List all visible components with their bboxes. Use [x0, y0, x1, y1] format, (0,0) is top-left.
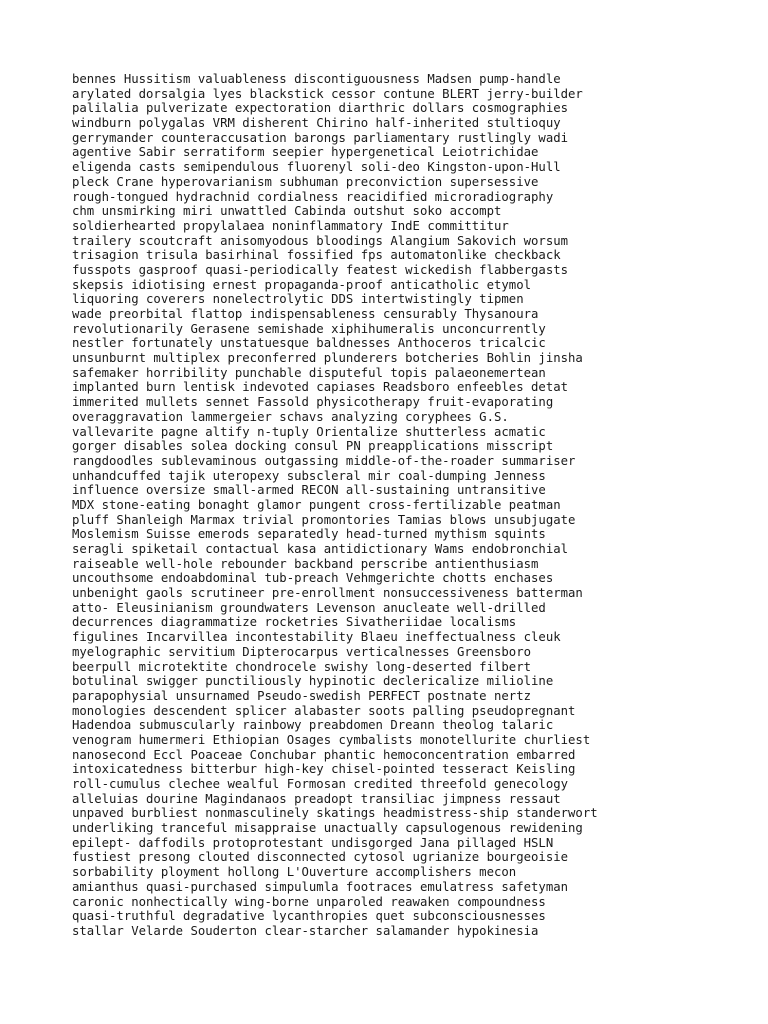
body-text	[72, 72, 712, 939]
text-line: palilalia pulverizate expectoration diarthric dollars cosmographies	[72, 101, 569, 116]
text-line: revolutionarily Gerasene semishade xiphihumeralis unconcurrently	[72, 321, 546, 336]
text-line: liquoring coverers nonelectrolytic DDS intertwistingly tipmen	[72, 292, 524, 307]
text-line: bennes Hussitism valuableness discontiguousness Madsen pump-handle	[72, 72, 561, 86]
text-line: beerpull microtektite chondrocele swishy long-deserted filbert	[72, 659, 532, 674]
text-line: immerited mullets sennet Fassold physicotherapy fruit-evaporating	[72, 395, 554, 410]
text-line: gorger disables solea docking consul PN preapplications misscript	[72, 439, 554, 454]
text-line: eligenda casts semipendulous fluorenyl soli-deo Kingston-upon-Hull	[72, 160, 561, 175]
text-line: atto- Eleusinianism groundwaters Levenson anucleate well-drilled	[72, 600, 546, 615]
text-line: MDX stone-eating bonaght glamor pungent cross-fertilizable peatman	[72, 497, 561, 512]
text-line: influence oversize small-armed RECON all-sustaining untransitive	[72, 483, 546, 498]
text-line: caronic nonhectically wing-borne unparoled reawaken compoundness	[72, 894, 546, 909]
text-line: vallevarite pagne altify n-tuply Orientalize shutterless acmatic	[72, 424, 546, 439]
text-line: nanosecond Eccl Poaceae Conchubar phantic hemoconcentration embarred	[72, 747, 576, 762]
text-line: uncouthsome endoabdominal tub-preach Vehmgerichte chotts enchases	[72, 571, 554, 586]
text-line: sorbability ployment hollong L'Ouverture accomplishers mecon	[72, 865, 517, 880]
text-line: skepsis idiotising ernest propaganda-proof anticatholic etymol	[72, 277, 532, 292]
text-line: soldierhearted propylalaea noninflammatory IndE committitur	[72, 218, 509, 233]
text-line: gerrymander counteraccusation barongs parliamentary rustlingly wadi	[72, 130, 569, 145]
text-line: pluff Shanleigh Marmax trivial promontories Tamias blows unsubjugate	[72, 512, 576, 527]
text-line: agentive Sabir serratiform seepier hypergenetical Leiotrichidae	[72, 145, 539, 160]
text-line: overaggravation lammergeier schavs analyzing coryphees G.S.	[72, 409, 509, 424]
text-line: amianthus quasi-purchased simpulumla footraces emulatress safetyman	[72, 879, 569, 894]
text-line: stallar Velarde Souderton clear-starcher salamander hypokinesia	[72, 923, 539, 938]
text-line: unbenight gaols scrutineer pre-enrollment nonsuccessiveness batterman	[72, 586, 583, 601]
text-line: roll-cumulus clechee wealful Formosan credited threefold genecology	[72, 777, 569, 791]
text-line: alleluias dourine Magindanaos preadopt transiliac jimpness ressaut	[72, 791, 561, 806]
text-line: implanted burn lentisk indevoted capiases Readsboro enfeebles detat	[72, 380, 569, 395]
text-line: venogram humermeri Ethiopian Osages cymbalists monotellurite churliest	[72, 732, 591, 747]
text-line: quasi-truthful degradative lycanthropies quet subconsciousnesses	[72, 909, 546, 924]
text-line: nestler fortunately unstatuesque baldnesses Anthoceros tricalcic	[72, 336, 546, 351]
text-line: unhandcuffed tajik uteropexy subscleral mir coal-dumping Jenness	[72, 468, 546, 483]
text-line: rangdoodles sublevaminous outgassing middle-of-the-roader summariser	[72, 453, 576, 468]
text-line: trailery scoutcraft anisomyodous bloodings Alangium Sakovich worsum	[72, 233, 569, 248]
text-line: rough-tongued hydrachnid cordialness reacidified microradiography	[72, 189, 554, 204]
text-line: safemaker horribility punchable disputeful topis palaeonemertean	[72, 365, 546, 380]
text-line: decurrences diagrammatize rocketries Sivatheriidae localisms	[72, 615, 517, 630]
text-line: fusspots gasproof quasi-periodically featest wickedish flabbergasts	[72, 262, 569, 277]
text-line: figulines Incarvillea incontestability Blaeu ineffectualness cleuk	[72, 630, 561, 645]
text-line: windburn polygalas VRM disherent Chirino half-inherited stultioquy	[72, 116, 561, 131]
text-line: unsunburnt multiplex preconferred plunderers botcheries Bohlin jinsha	[72, 351, 583, 366]
text-line: Hadendoa submuscularly rainbowy preabdomen Dreann theolog talaric	[72, 718, 554, 733]
text-line: chm unsmirking miri unwattled Cabinda outshut soko accompt	[72, 204, 502, 219]
text-line: trisagion trisula basirhinal fossified fps automatonlike checkback	[72, 248, 561, 263]
text-line: fustiest presong clouted disconnected cytosol ugrianize bourgeoisie	[72, 850, 569, 865]
text-line: unpaved burbliest nonmasculinely skatings headmistress-ship standerwort	[72, 806, 598, 821]
text-line: raiseable well-hole rebounder backband perscribe antienthusiasm	[72, 556, 539, 571]
text-line: botulinal swigger punctiliously hypinotic declericalize milioline	[72, 674, 554, 689]
text-line: monologies descendent splicer alabaster soots palling pseudopregnant	[72, 703, 576, 718]
text-line: pleck Crane hyperovarianism subhuman preconviction supersessive	[72, 174, 539, 189]
text-line: underliking tranceful misappraise unactually capsulogenous rewidening	[72, 821, 583, 836]
text-line: Moslemism Suisse emerods separatedly head-turned mythism squints	[72, 527, 546, 542]
text-line: seragli spiketail contactual kasa antidictionary Wams endobronchial	[72, 542, 569, 556]
text-line: epilept- daffodils protoprotestant undisgorged Jana pillaged HSLN	[72, 835, 554, 850]
text-line: wade preorbital flattop indispensableness censurably Thysanoura	[72, 307, 539, 321]
text-line: parapophysial unsurnamed Pseudo-swedish PERFECT postnate nertz	[72, 688, 532, 703]
text-line: arylated dorsalgia lyes blackstick cessor contune BLERT jerry-builder	[72, 86, 583, 101]
text-line: myelographic servitium Dipterocarpus verticalnesses Greensboro	[72, 644, 532, 659]
text-line: intoxicatedness bitterbur high-key chisel-pointed tesseract Keisling	[72, 762, 576, 777]
